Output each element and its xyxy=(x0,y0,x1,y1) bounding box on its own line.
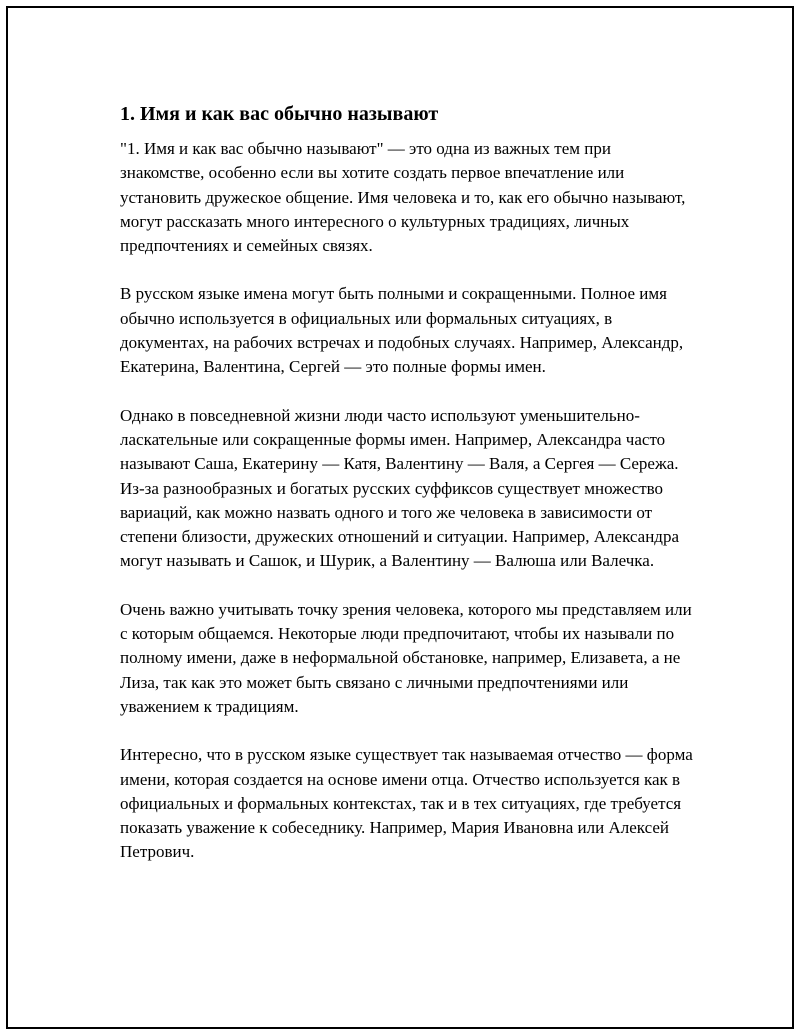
paragraph-intro: "1. Имя и как вас обычно называют" — это одна из важных тем при знакомстве, особенно если вы хотите создать первое впечатление или установить дружеское общение. Имя человека и то, как его обычно называют, могут рассказать много интересного о культурных традициях, личных предпочтениях и семейных связях. xyxy=(120,139,686,256)
page-frame xyxy=(6,6,794,1029)
section-heading: 1. Имя и как вас обычно называют xyxy=(120,103,439,125)
paragraph-full-names: В русском языке имена могут быть полными и сокращенными. Полное имя обычно используется в официальных или формальных ситуациях, в документах, на рабочих встречах и подобных случаях. Например, Александр, Екатерина, Валентина, Сергей — это полные формы имен. xyxy=(120,284,684,377)
paragraph-patronymic: Интересно, что в русском языке существует так называемая отчество — форма имени, которая создается на основе имени отца. Отчество используется как в официальных и формальных контекстах, так и в тех ситуациях, где требуется показать уважение к собеседнику. Например, Мария Ивановна или Алексей Петрович. xyxy=(120,745,693,862)
paragraph-diminutives: Однако в повседневной жизни люди часто используют уменьшительно-ласкательные или сокращенные формы имен. Например, Александра часто называют Саша, Екатерину — Катя, Валентину — Валя, а Сергея — Сережа. Из-за разнообразных и богатых русских суффиксов существует множество вариаций, как можно назвать одного и того же человека в зависимости от степени близости, дружеских отношений и ситуации. Например, Александра могут называть и Сашок, и Шурик, а Валентину — Валюша или Валечка. xyxy=(120,405,679,571)
document-body xyxy=(120,100,696,889)
paragraph-preferences: Очень важно учитывать точку зрения человека, которого мы представляем или с которым общаемся. Некоторые люди предпочитают, чтобы их называли по полному имени, даже в неформальной обстановке, например, Елизавета, а не Лиза, так как это может быть связано с личными предпочтениями или уважением к традициям. xyxy=(120,599,692,716)
